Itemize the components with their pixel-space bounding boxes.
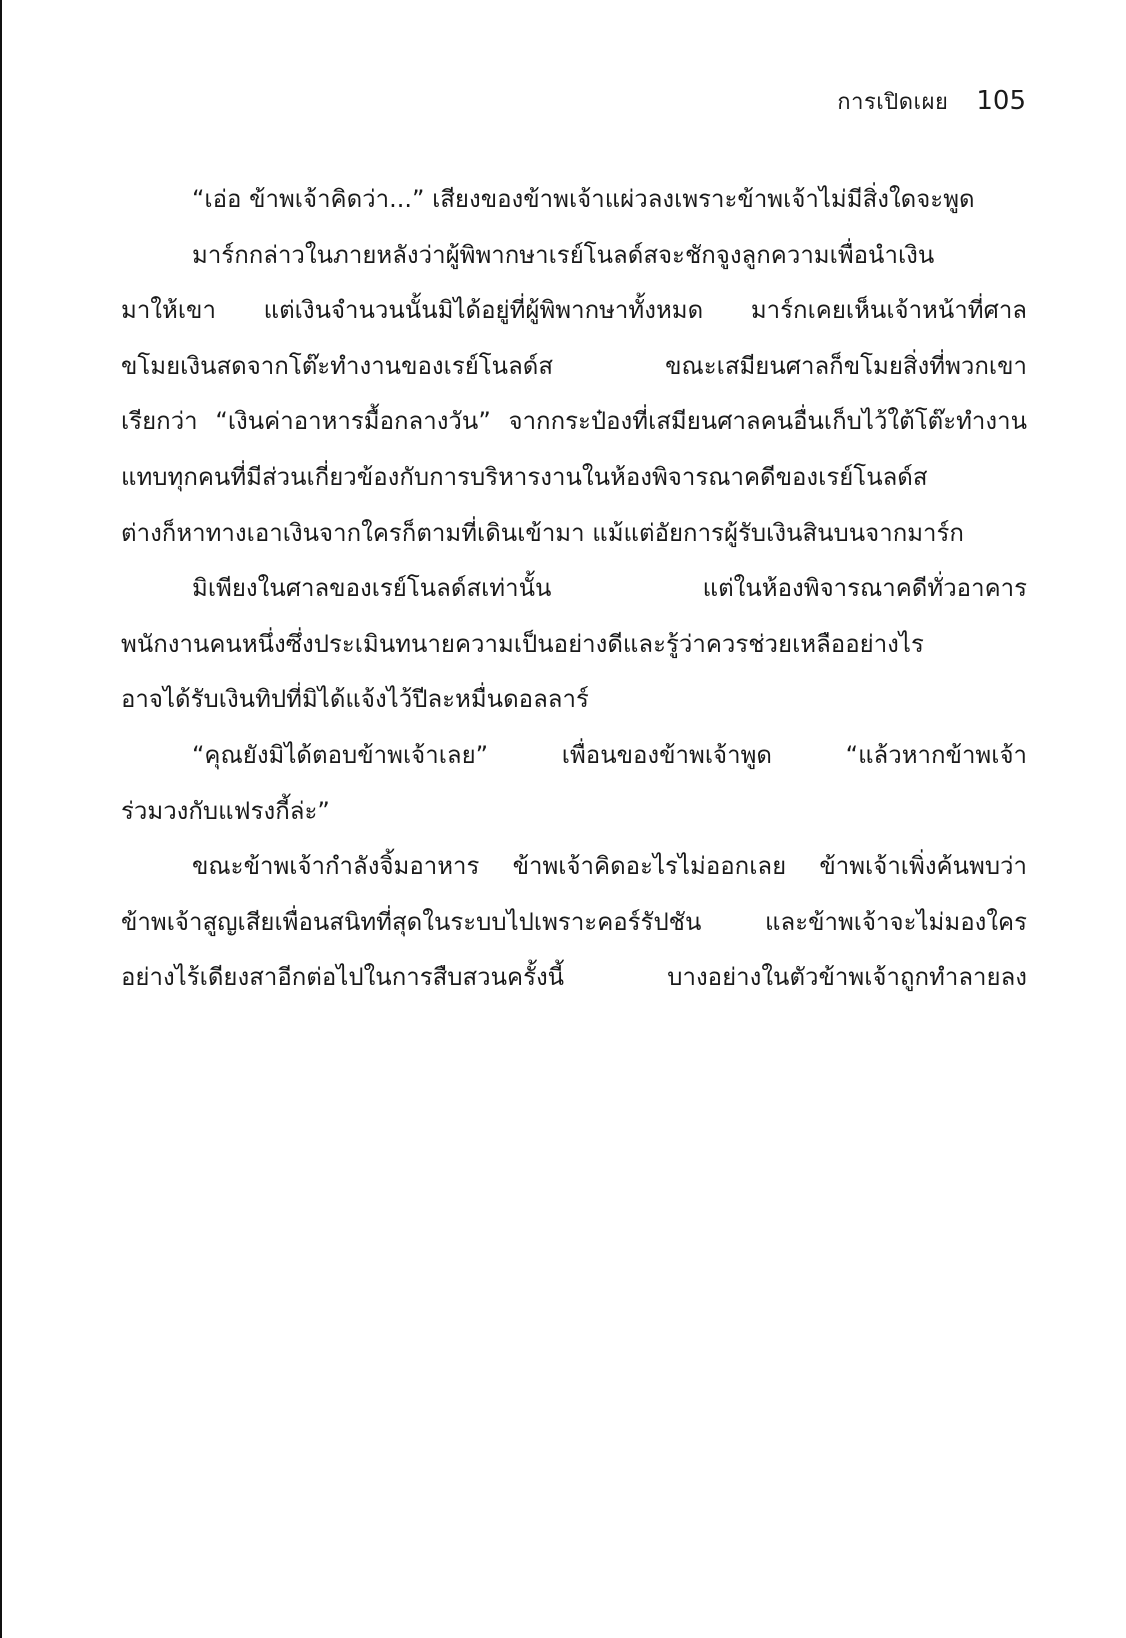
paragraph-4-line-1: “คุณยังมิได้ตอบข้าพเจ้าเลย” เพื่อนของข้าพเจ้าพูด “แล้วหากข้าพเจ้า [192,740,1027,769]
paragraph-3-line-1: มิเพียงในศาลของเรย์โนลด์สเท่านั้น แต่ในห้องพิจารณาคดีทั่วอาคาร [192,574,1027,603]
paragraph-2-line-4: เรียกว่า “เงินค่าอาหารมื้อกลางวัน” จากกระป๋องที่เสมียนศาลคนอื่นเก็บไว้ใต้โต๊ะทำงาน [121,407,1027,436]
paragraph-5-line-1: ขณะข้าพเจ้ากำลังจิ้มอาหาร ข้าพเจ้าคิดอะไรไม่ออกเลย ข้าพเจ้าเพิ่งค้นพบว่า [192,852,1027,881]
paragraph-2-line-5: แทบทุกคนที่มีส่วนเกี่ยวข้องกับการบริหารงานในห้องพิจารณาคดีของเรย์โนลด์ส [121,462,928,491]
paragraph-5-line-3: อย่างไร้เดียงสาอีกต่อไปในการสืบสวนครั้งนี้ บางอย่างในตัวข้าพเจ้าถูกทำลายลง [121,963,1027,992]
paragraph-2-line-2: มาให้เขา แต่เงินจำนวนนั้นมิได้อยู่ที่ผู้พิพากษาทั้งหมด มาร์กเคยเห็นเจ้าหน้าที่ศาล [121,296,1027,325]
paragraph-2-line-6: ต่างก็หาทางเอาเงินจากใครก็ตามที่เดินเข้ามา แม้แต่อัยการผู้รับเงินสินบนจากมาร์ก [121,518,964,547]
paragraph-2-line-3: ขโมยเงินสดจากโต๊ะทำงานของเรย์โนลด์ส ขณะเสมียนศาลก็ขโมยสิ่งที่พวกเขา [121,351,1027,380]
running-title: การเปิดเผย [837,90,949,115]
paragraph-3-line-2: พนักงานคนหนึ่งซึ่งประเมินทนายความเป็นอย่างดีและรู้ว่าควรช่วยเหลืออย่างไร [121,629,924,658]
paragraph-2-line-1: มาร์กกล่าวในภายหลังว่าผู้พิพากษาเรย์โนลด์สจะชักจูงลูกความเพื่อนำเงิน [192,240,935,269]
paragraph-5-line-2: ข้าพเจ้าสูญเสียเพื่อนสนิทที่สุดในระบบไปเพราะคอร์รัปชัน และข้าพเจ้าจะไม่มองใคร [121,907,1027,936]
page-left-edge [0,0,2,1638]
body-text [121,172,1027,1006]
paragraph-4-line-2: ร่วมวงกับแฟรงกี้ล่ะ” [121,796,330,825]
page-number: 105 [976,86,1026,116]
paragraph-1-line-1: “เอ่อ ข้าพเจ้าคิดว่า...” เสียงของข้าพเจ้าแผ่วลงเพราะข้าพเจ้าไม่มีสิ่งใดจะพูด [192,185,975,213]
paragraph-3-line-3: อาจได้รับเงินทิปที่มิได้แจ้งไว้ปีละหมื่นดอลลาร์ [121,685,589,714]
running-header [837,84,1026,119]
